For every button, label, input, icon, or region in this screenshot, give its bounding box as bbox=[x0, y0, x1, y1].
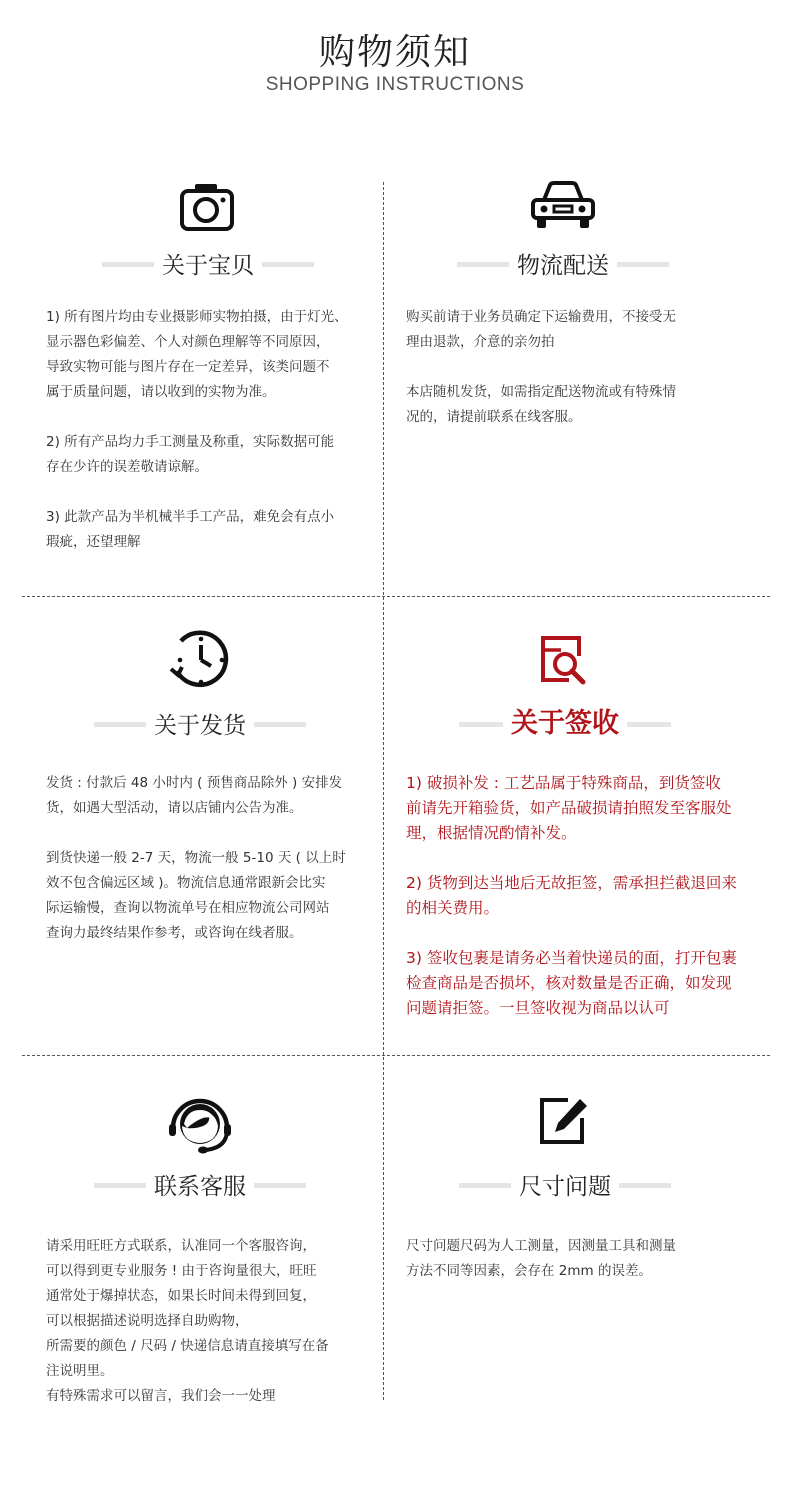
text-line: 际运输慢，查询以物流单号在相应物流公司网站 bbox=[46, 900, 330, 916]
text-line: 货，如遇大型活动，请以店铺内公告为准。 bbox=[46, 800, 303, 816]
section-text bbox=[406, 305, 676, 430]
edit-icon bbox=[538, 1096, 590, 1146]
section-heading: 物流配送 bbox=[509, 251, 617, 281]
text-line: 方法不同等因素，会存在 2mm 的误差。 bbox=[406, 1263, 652, 1279]
camera-icon bbox=[179, 181, 235, 233]
horizontal-divider bbox=[22, 1055, 770, 1056]
text-line: 1) 破损补发 : 工艺品属于特殊商品，到货签收 bbox=[406, 774, 721, 792]
page-title: 购物须知 bbox=[318, 32, 471, 73]
text-line: 到货快递一般 2-7 天，物流一般 5-10 天 ( 以上时 bbox=[46, 850, 346, 866]
text-line: 存在少许的误差敬请谅解。 bbox=[46, 459, 208, 475]
text-line: 显示器色彩偏差、个人对颜色理解等不同原因， bbox=[46, 334, 330, 350]
text-line: 检查商品是否损坏，核对数量是否正确，如发现 bbox=[406, 974, 732, 992]
text-line: 况的，请提前联系在线客服。 bbox=[406, 409, 582, 425]
text-line: 3) 签收包裹是请务必当着快递员的面，打开包裹 bbox=[406, 949, 737, 967]
text-line: 发货 : 付款后 48 小时内 ( 预售商品除外 ) 安排发 bbox=[46, 775, 343, 791]
text-line: 查询力最终结果作参考，或咨询在线者服。 bbox=[46, 925, 303, 941]
text-line: 属于质量问题，请以收到的实物为准。 bbox=[46, 384, 276, 400]
text-line: 前请先开箱验货，如产品破损请拍照发至客服处 bbox=[406, 799, 732, 817]
section-text bbox=[46, 771, 346, 946]
vertical-divider bbox=[383, 182, 384, 1400]
section-heading: 尺寸问题 bbox=[511, 1172, 619, 1202]
text-line: 可以根据描述说明选择自助购物， bbox=[46, 1313, 249, 1329]
text-line: 理，根据情况酌情补发。 bbox=[406, 824, 577, 842]
text-line: 尺寸问题尺码为人工测量，因测量工具和测量 bbox=[406, 1238, 676, 1254]
text-line: 效不包含偏远区域 )。物流信息通常跟新会比实 bbox=[46, 875, 326, 891]
text-line: 1) 所有图片均由专业摄影师实物拍摄，由于灯光、 bbox=[46, 309, 348, 325]
section-heading: 关于发货 bbox=[146, 711, 254, 741]
text-line: 通常处于爆掉状态，如果长时间未得到回复， bbox=[46, 1288, 316, 1304]
section-text bbox=[46, 1234, 329, 1409]
text-line: 所需要的颜色 / 尺码 / 快递信息请直接填写在备 bbox=[46, 1338, 329, 1354]
section-heading: 关于签收 bbox=[503, 709, 627, 739]
text-line: 购买前请于业务员确定下运输费用，不接受无 bbox=[406, 309, 676, 325]
section-text bbox=[406, 771, 737, 1021]
section-heading: 关于宝贝 bbox=[154, 251, 262, 281]
text-line: 的相关费用。 bbox=[406, 899, 500, 917]
text-line: 请采用旺旺方式联系，认准同一个客服咨询， bbox=[46, 1238, 316, 1254]
section-text bbox=[46, 305, 348, 555]
text-line: 有特殊需求可以留言，我们会一一处理 bbox=[46, 1388, 276, 1404]
page-subtitle: SHOPPING INSTRUCTIONS bbox=[265, 74, 525, 95]
horizontal-divider bbox=[22, 596, 770, 597]
text-line: 2) 货物到达当地后无故拒签，需承担拦截退回来 bbox=[406, 874, 737, 892]
text-line: 可以得到更专业服务 ! 由于咨询量很大，旺旺 bbox=[46, 1263, 317, 1279]
text-line: 3) 此款产品为半机械半手工产品，难免会有点小 bbox=[46, 509, 335, 525]
customer-service-icon bbox=[165, 1088, 235, 1158]
text-line: 2) 所有产品均力手工测量及称重，实际数据可能 bbox=[46, 434, 335, 450]
inspect-icon bbox=[539, 634, 589, 686]
text-line: 理由退款，介意的亲勿拍 bbox=[406, 334, 555, 350]
text-line: 注说明里。 bbox=[46, 1363, 114, 1379]
text-line: 问题请拒签。一旦签收视为商品以认可 bbox=[406, 999, 670, 1017]
section-heading: 联系客服 bbox=[146, 1172, 254, 1202]
section-text bbox=[406, 1234, 676, 1284]
text-line: 瑕疵，还望理解 bbox=[46, 534, 141, 550]
text-line: 本店随机发货，如需指定配送物流或有特殊情 bbox=[406, 384, 676, 400]
clock-icon bbox=[167, 629, 231, 691]
car-icon bbox=[530, 180, 596, 232]
text-line: 导致实物可能与图片存在一定差异，该类问题不 bbox=[46, 359, 330, 375]
